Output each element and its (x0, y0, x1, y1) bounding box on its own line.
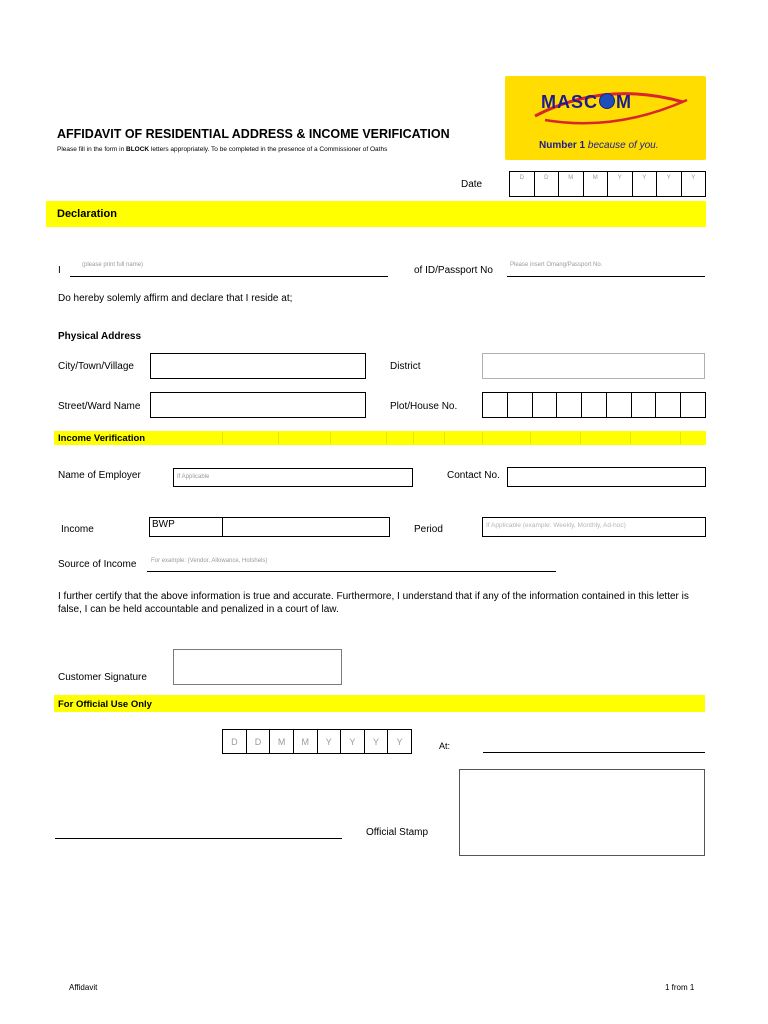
official-stamp-box[interactable] (459, 769, 705, 856)
full-name-field[interactable] (70, 276, 388, 277)
id-passport-field[interactable] (507, 276, 705, 277)
contact-label: Contact No. (447, 470, 500, 481)
date-label: Date (461, 179, 483, 190)
employer-input[interactable] (173, 468, 413, 487)
date-cell[interactable]: Y (691, 175, 696, 181)
logo-wordmark: MASC (541, 92, 598, 112)
bar-divider (580, 432, 581, 444)
city-label: City/Town/Village (58, 361, 134, 372)
plot-number-cells[interactable] (482, 392, 706, 418)
date-cell[interactable]: M (559, 172, 584, 196)
period-input[interactable] (482, 517, 706, 537)
declaration-heading: Declaration (57, 208, 117, 220)
plot-cell[interactable] (681, 393, 705, 417)
plot-cell[interactable] (508, 393, 533, 417)
bar-divider (680, 432, 681, 444)
employer-placeholder: If Applicable (177, 474, 210, 480)
official-stamp-label: Official Stamp (366, 827, 429, 838)
plot-cell[interactable] (632, 393, 657, 417)
bar-divider (630, 432, 631, 444)
official-date-cells[interactable] (222, 729, 412, 754)
date-cell[interactable]: D (510, 172, 535, 196)
footer-page-number: 1 from 1 (665, 983, 695, 992)
logo-tagline: because of you. (585, 140, 659, 151)
official-date-cell[interactable]: Y (341, 730, 365, 753)
declaration-bar (46, 201, 706, 227)
plot-cell[interactable] (582, 393, 607, 417)
official-date-cell[interactable]: Y (396, 736, 403, 747)
district-input[interactable] (482, 353, 705, 379)
date-cell[interactable]: D (535, 172, 560, 196)
official-date-cell[interactable]: M (294, 730, 318, 753)
source-placeholder: For example: (Vendor, Allowance, Hotshels) (151, 558, 268, 564)
at-location-field[interactable] (483, 752, 705, 753)
plot-label: Plot/House No. (390, 401, 458, 412)
logo-wordmark-end: M (616, 92, 632, 112)
date-cells[interactable] (509, 171, 706, 197)
date-cell[interactable]: M (584, 172, 609, 196)
bar-divider (386, 432, 387, 444)
source-label: Source of Income (58, 559, 137, 570)
official-date-cell[interactable]: Y (318, 730, 342, 753)
currency-cell (149, 517, 223, 537)
income-amount-input[interactable] (222, 517, 390, 537)
affirm-text: Do hereby solemly affirm and declare that I reside at; (58, 293, 293, 304)
bar-divider (482, 432, 483, 444)
street-label: Street/Ward Name (58, 401, 141, 412)
at-label: At: (439, 741, 451, 751)
currency-value: BWP (152, 519, 175, 530)
certify-line-2: false, I can be held accountable and penalized in a court of law. (58, 604, 339, 615)
income-verification-heading: Income Verification (58, 433, 146, 444)
official-date-cell[interactable]: D (223, 730, 247, 753)
street-input[interactable] (150, 392, 366, 418)
plot-cell[interactable] (557, 393, 582, 417)
bar-divider (444, 432, 445, 444)
physical-address-heading: Physical Address (58, 331, 142, 342)
plot-cell[interactable] (656, 393, 681, 417)
id-label: of ID/Passport No (414, 265, 493, 276)
plot-cell[interactable] (607, 393, 632, 417)
instructions-bold: BLOCK (126, 146, 150, 153)
contact-input[interactable] (507, 467, 706, 487)
bar-divider (330, 432, 331, 444)
employer-label: Name of Employer (58, 470, 141, 481)
logo-globe-icon (599, 93, 615, 109)
name-placeholder: (please print full name) (82, 262, 144, 268)
income-verification-bar (54, 431, 706, 445)
certify-line-1: I further certify that the above information is true and accurate. Furthermore, I understand that if any of the information contained in this letter is (58, 591, 689, 602)
signature-box[interactable] (173, 649, 342, 685)
official-signature-line[interactable] (55, 838, 342, 839)
period-label: Period (414, 524, 443, 535)
id-placeholder: Please insert Omang/Passport No. (510, 262, 603, 268)
mascom-logo (505, 76, 706, 160)
page-title: AFFIDAVIT OF RESIDENTIAL ADDRESS & INCOME VERIFICATION (57, 127, 450, 141)
logo-tagline-strong: Number 1 (539, 140, 586, 151)
instructions (57, 146, 387, 153)
bar-divider (413, 432, 414, 444)
date-cell[interactable]: Y (657, 172, 682, 196)
signature-label: Customer Signature (58, 672, 147, 683)
date-cell[interactable]: Y (633, 172, 658, 196)
instructions-post: letters appropriately. To be completed in the presence of a Commissioner of Oaths (149, 146, 388, 153)
city-input[interactable] (150, 353, 366, 379)
official-date-cell[interactable]: D (247, 730, 271, 753)
plot-cell[interactable] (483, 393, 508, 417)
date-cell[interactable]: Y (608, 172, 633, 196)
footer-left: Affidavit (69, 983, 98, 992)
district-label: District (390, 361, 421, 372)
official-date-cell[interactable]: M (270, 730, 294, 753)
i-label: I (58, 265, 61, 276)
income-label: Income (61, 524, 94, 535)
period-placeholder: If Applicable (example: Weekly, Monthly, Ad-hoc) (486, 522, 626, 529)
instructions-pre: Please fill in the form in (57, 146, 127, 153)
official-use-heading: For Official Use Only (58, 699, 152, 710)
official-date-cell[interactable]: Y (365, 730, 389, 753)
bar-divider (530, 432, 531, 444)
bar-divider (278, 432, 279, 444)
bar-divider (222, 432, 223, 444)
source-of-income-field[interactable] (147, 571, 556, 572)
plot-cell[interactable] (533, 393, 558, 417)
